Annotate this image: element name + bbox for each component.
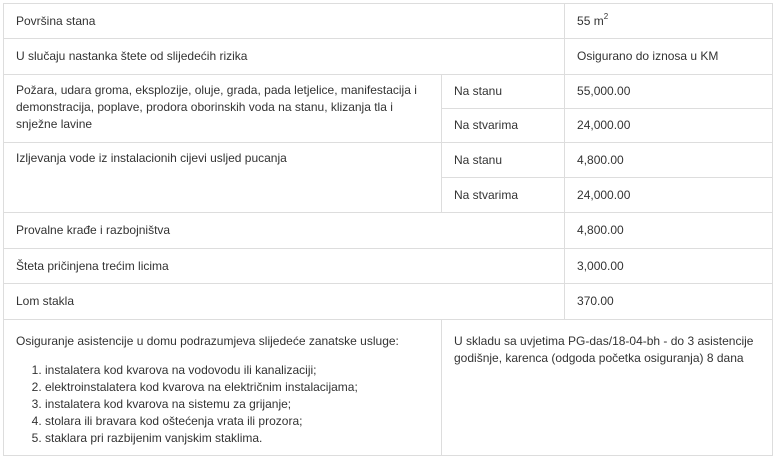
table-row-fire-1 (4, 75, 773, 109)
glass-value: 370.00 (565, 284, 773, 320)
list-item: 4. stolara ili bravara kod oštećenja vrata ili prozora; (45, 413, 429, 430)
insurance-table (3, 3, 773, 456)
water-value-apartment: 4,800.00 (565, 143, 773, 178)
water-sub-label-apartment: Na stanu (442, 143, 565, 178)
fire-risk-label: Požara, udara groma, eksplozije, oluje, grada, pada letjelice, manifestacija i demonstracija, poplave, prodora oborinskih voda na stanu, klizanja tla i snježne lavine (4, 75, 442, 143)
third-party-value: 3,000.00 (565, 249, 773, 284)
theft-value: 4,800.00 (565, 213, 773, 249)
fire-value-apartment: 55,000.00 (565, 75, 773, 109)
area-value (565, 4, 773, 39)
third-party-label: Šteta pričinjena trećim licima (4, 249, 565, 284)
water-risk-label: Izljevanja vode iz instalacionih cijevi usljed pucanja (4, 143, 442, 213)
table-row-assistance (4, 320, 773, 456)
list-item: 2. elektroinstalatera kod kvarova na električnim instalacijama; (45, 379, 429, 396)
list-item: 5. staklara pri razbijenim vanjskim staklima. (45, 430, 429, 447)
fire-sub-label-belongings: Na stvarima (442, 109, 565, 143)
insured-amount-header: Osigurano do iznosa u KM (565, 39, 773, 75)
table-row-water-1 (4, 143, 773, 178)
fire-sub-label-apartment: Na stanu (442, 75, 565, 109)
list-item: 1. instalatera kod kvarova na vodovodu ili kanalizaciji; (45, 362, 429, 379)
area-label: Površina stana (4, 4, 565, 39)
glass-label: Lom stakla (4, 284, 565, 320)
risks-header-label: U slučaju nastanka štete od slijedećih rizika (4, 39, 565, 75)
assistance-cell (4, 320, 442, 456)
list-item: 3. instalatera kod kvarova na sistemu za grijanje; (45, 396, 429, 413)
table-row-header (4, 39, 773, 75)
fire-value-belongings: 24,000.00 (565, 109, 773, 143)
table-row-theft (4, 213, 773, 249)
assistance-value: U skladu sa uvjetima PG-das/18-04-bh - do 3 asistencije godišnje, karenca (odgoda početka osiguranja) 8 dana (442, 320, 773, 456)
water-value-belongings: 24,000.00 (565, 178, 773, 213)
theft-label: Provalne krađe i razbojništva (4, 213, 565, 249)
table-row-third-party (4, 249, 773, 284)
area-unit-superscript: 2 (603, 11, 609, 21)
water-sub-label-belongings: Na stvarima (442, 178, 565, 213)
table-row-area (4, 4, 773, 39)
area-value-text: 55 m (577, 13, 604, 28)
assistance-list (16, 362, 429, 447)
table-row-glass (4, 284, 773, 320)
assistance-intro: Osiguranje asistencije u domu podrazumjeva slijedeće zanatske usluge: (16, 334, 399, 348)
